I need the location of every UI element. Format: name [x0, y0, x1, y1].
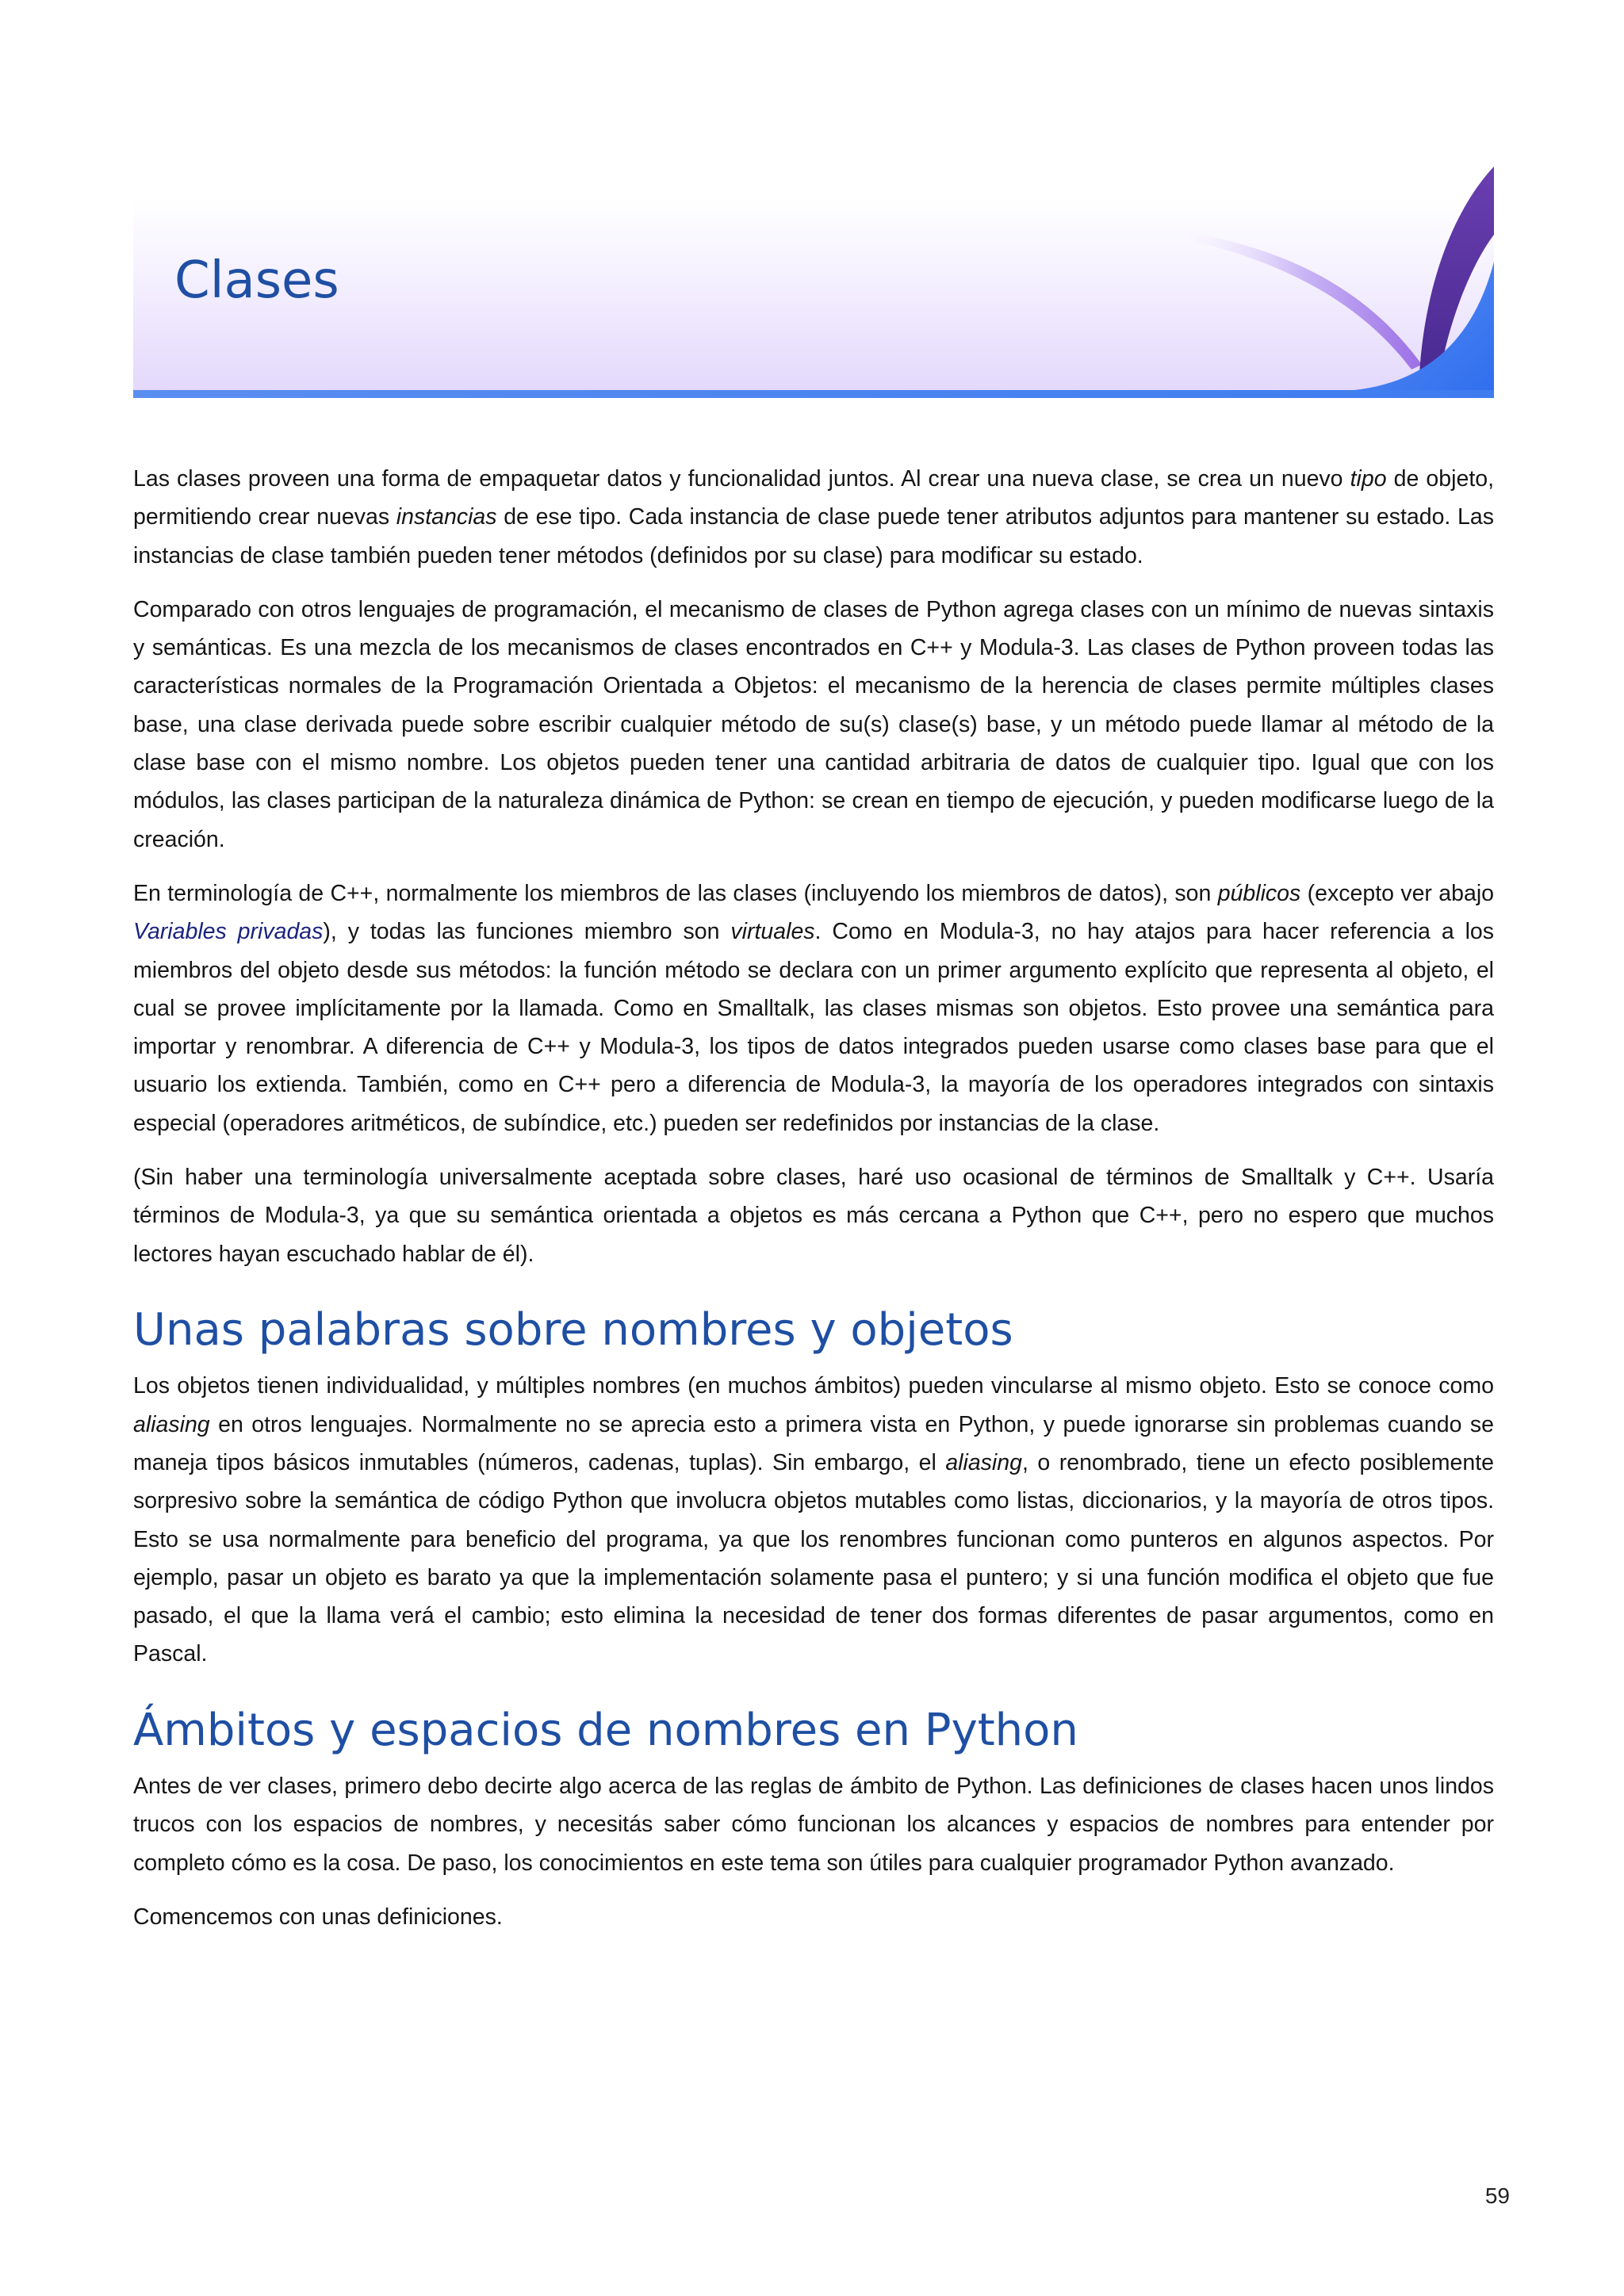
emphasis-instancias: instancias [396, 504, 497, 530]
section1-paragraph-1: Los objetos tienen individualidad, y múltiples nombres (en muchos ámbitos) pueden vincularse al mismo objeto. Esto se conoce como aliasing en otros lenguajes. Normalmente no se aprecia esto a primera vista en Python, y puede ignorarse sin problemas cuando se maneja tipos básicos inmutables (números, cadenas, tuplas). Sin embargo, el aliasing, o renombrado, tiene un efecto posiblemente sorpresivo sobre la semántica de código Python que involucra objetos mutables como listas, diccionarios, y la mayoría de otros tipos. Esto se usa normalmente para beneficio del programa, ya que los renombres funcionan como punteros en algunos aspectos. Por ejemplo, pasar un objeto es barato ya que la implementación solamente pasa el puntero; y si una función modifica el objeto que fue pasado, el que la llama verá el cambio; esto elimina la necesidad de tener dos formas diferentes de pasar argumentos, como en Pascal. [133, 1373, 1494, 1667]
section-heading-nombres-objetos: Unas palabras sobre nombres y objetos [133, 1303, 1013, 1356]
intro-paragraph-3: En terminología de C++, normalmente los miembros de las clases (incluyendo los miembros de datos), son públicos (excepto ver abajo Variables privadas), y todas las funciones miembro son virtuales. Como en Modula-3, no hay atajos para hacer referencia a los miembros del objeto desde sus métodos: la función método se declara con un primer argumento explícito que representa al objeto, el cual se provee implícitamente por la llamada. Como en Smalltalk, las clases mismas son objetos. Esto provee una semántica para importar y renombrar. A diferencia de C++ y Modula-3, los tipos de datos integrados pueden usarse como clases base para que el usuario los extienda. También, como en C++ pero a diferencia de Modula-3, la mayoría de los operadores integrados con sintaxis especial (operadores aritméticos, de subíndice, etc.) pueden ser redefinidos por instancias de la clase. [133, 880, 1495, 1136]
link-variables-privadas[interactable]: Variables privadas [133, 919, 324, 945]
section2-paragraph-2: Comencemos con unas definiciones. [133, 1904, 503, 1930]
page-number: 59 [1484, 2183, 1510, 2208]
emphasis-tipo: tipo [1350, 466, 1387, 492]
intro-paragraph-1: Las clases proveen una forma de empaquetar datos y funcionalidad juntos. Al crear una nueva clase, se crea un nuevo tipo de objeto, permitiendo crear nuevas instancias de ese tipo. Cada instancia de clase puede tener atributos adjuntos para mantener su estado. Las instancias de clase también pueden tener métodos (definidos por su clase) para modificar su estado. [133, 466, 1495, 568]
section-heading-ambitos: Ámbitos y espacios de nombres en Python [133, 1704, 1078, 1756]
emphasis-publicos: públicos [1217, 880, 1301, 906]
emphasis-virtuales: virtuales [730, 919, 815, 945]
intro-paragraph-2: Comparado con otros lenguajes de programación, el mecanismo de clases de Python agrega clases con un mínimo de nuevas sintaxis y semánticas. Es una mezcla de los mecanismos de clases encontrados en C++ y Modula-3. Las clases de Python proveen todas las características normales de la Programación Orientada a Objetos: el mecanismo de la herencia de clases permite múltiples clases base, una clase derivada puede sobre escribir cualquier método de su(s) clase(s) base, y un método puede llamar al método de la clase base con el mismo nombre. Los objetos pueden tener una cantidad arbitraria de datos de cualquier tipo. Igual que con los módulos, las clases participan de la naturaleza dinámica de Python: se crean en tiempo de ejecución, y pueden modificarse luego de la creación. [133, 596, 1494, 852]
document-body [133, 460, 1494, 1952]
intro-paragraph-4: (Sin haber una terminología universalmente aceptada sobre clases, haré uso ocasional de términos de Smalltalk y C++. Usaría términos de Modula-3, ya que su semántica orientada a objetos es más cercana a Python que C++, pero no espero que muchos lectores hayan escuchado hablar de él). [133, 1165, 1494, 1267]
banner-underline [133, 390, 1494, 398]
emphasis-aliasing-1: aliasing [133, 1411, 210, 1437]
section2-paragraph-1: Antes de ver clases, primero debo decirte algo acerca de las reglas de ámbito de Python. Las definiciones de clases hacen unos lindos trucos con los espacios de nombres, y necesitás saber cómo funcionan los alcances y espacios de nombres para entender por completo cómo es la cosa. De paso, los conocimientos en este tema son útiles para cualquier programador Python avanzado. [133, 1774, 1494, 1876]
emphasis-aliasing-2: aliasing [945, 1449, 1022, 1475]
page-title: Clases [174, 251, 339, 310]
